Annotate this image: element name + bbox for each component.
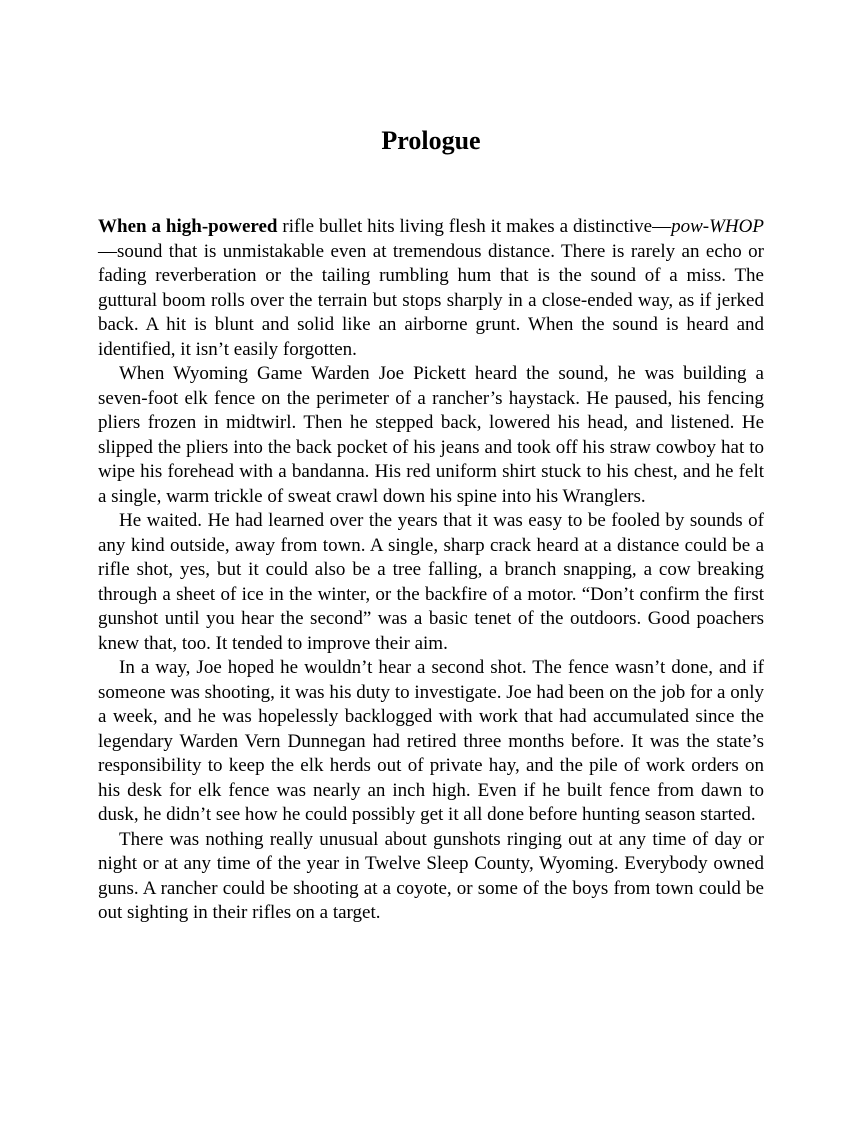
emphasized-sound-word: pow-WHOP <box>671 216 764 237</box>
paragraph-3: He waited. He had learned over the years that it was easy to be fooled by sounds of any kind outside, away from town. A single, sharp crack heard at a distance could be a rifle shot, yes, but it could also be a tree falling, a branch snapping, a cow breaking through a sheet of ice in the winter, or the backfire of a motor. “Don’t confirm the first gunshot until you hear the second” was a basic tenet of the outdoors. Good poachers knew that, too. It tended to improve their aim. <box>98 510 764 654</box>
paragraph-4: In a way, Joe hoped he wouldn’t hear a second shot. The fence wasn’t done, and if someone was shooting, it was his duty to investigate. Joe had been on the job for a only a week, and he was hopelessly backlogged with work that had accumulated since the legendary Warden Vern Dunnegan had retired three months before. It was the state’s responsibility to keep the elk herds out of private hay, and the pile of work orders on his desk for elk fence was nearly an inch high. Even if he built fence from dawn to dusk, he didn’t see how he could possibly get it all done before hunting season started. <box>98 657 764 825</box>
paragraph-1 <box>98 215 764 362</box>
chapter-title: Prologue <box>381 126 481 155</box>
lead-in-text: When a high-powered <box>98 216 278 237</box>
paragraph-2: When Wyoming Game Warden Joe Pickett heard the sound, he was building a seven-foot elk fence on the perimeter of a rancher’s haystack. He paused, his fencing pliers frozen in midtwirl. Then he stepped back, lowered his head, and listened. He slipped the pliers into the back pocket of his jeans and took off his straw cowboy hat to wipe his forehead with a bandanna. His red uniform shirt stuck to his chest, and he felt a single, warm trickle of sweat crawl down his spine into his Wranglers. <box>98 363 764 507</box>
paragraph-5: There was nothing really unusual about gunshots ringing out at any time of day or night or at any time of the year in Twelve Sleep County, Wyoming. Everybody owned guns. A rancher could be shooting at a coyote, or some of the boys from town could be out sighting in their rifles on a target. <box>98 828 764 923</box>
paragraph-1-text-a: rifle bullet hits living flesh it makes a distinctive— <box>277 216 672 237</box>
chapter-body <box>98 215 764 926</box>
paragraph-1-text-b: —sound that is unmistakable even at tremendous distance. There is rarely an echo or fading reverberation or the tailing rumbling hum that is the sound of a miss. The guttural boom rolls over the terrain but stops sharply in a close-ended way, as if jerked back. A hit is blunt and solid like an airborne grunt. When the sound is heard and identified, it isn’t easily forgotten. <box>98 240 764 360</box>
